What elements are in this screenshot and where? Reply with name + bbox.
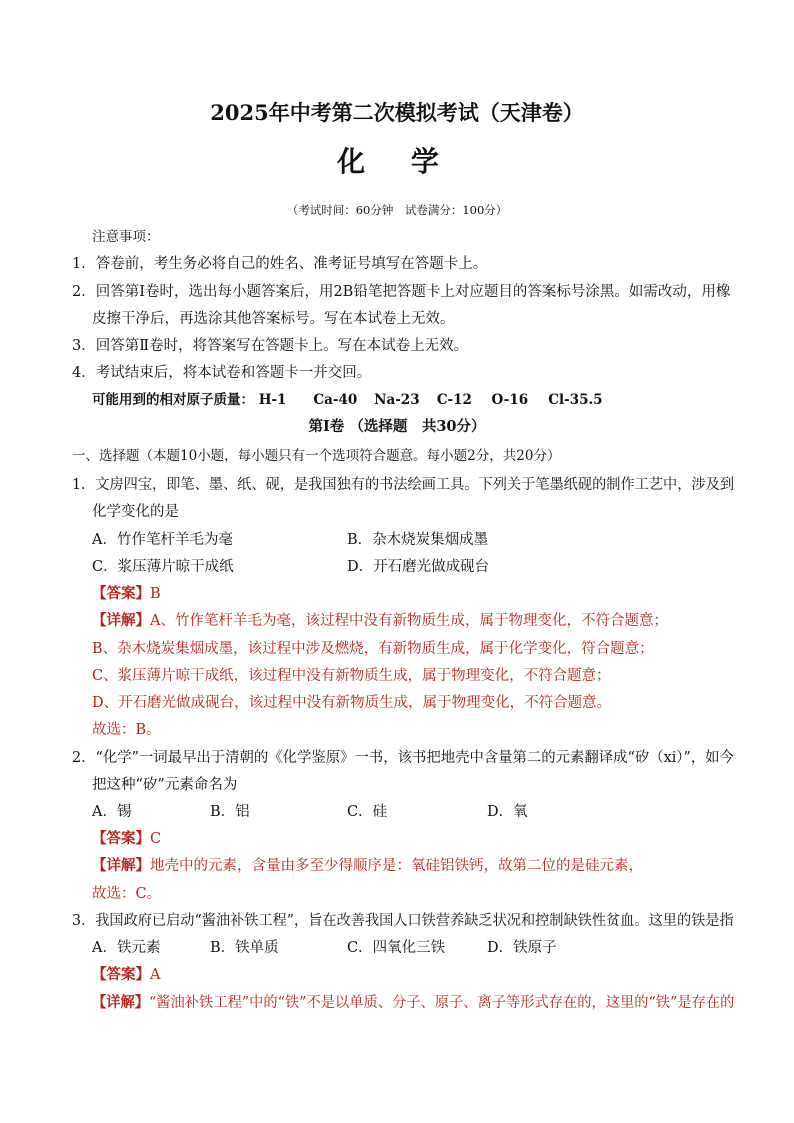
q3-explain-text: “酱油补铁工程”中的“铁”不是以单质、分子、原子、离子等形式存在的，这里的“铁”是存在的 (149, 995, 735, 1011)
q3-option-c: C．四氧化三铁 (347, 940, 446, 956)
q1-explain-d: D、开石磨光做成砚台，该过程中没有新物质生成，属于物理变化，不符合题意。 (92, 695, 612, 711)
q1-stem: 1．文房四宝，即笔、墨、纸、砚，是我国独有的书法绘画工具。下列关于笔墨纸砚的制作工艺中，涉及到 (72, 477, 735, 493)
notice-item-1: 1．答卷前，考生务必将自己的姓名、准考证号填写在答题卡上。 (72, 256, 488, 272)
q1-option-b: B．杂木烧炭集烟成墨 (347, 532, 489, 548)
notice-item-3: 3．回答第Ⅱ卷时，将答案写在答题卡上。写在本试卷上无效。 (72, 338, 469, 354)
q3-option-b: B．铁单质 (210, 940, 279, 956)
q2-explain-text: 地壳中的元素，含量由多至少得顺序是：氧硅铝铁钙，故第二位的是硅元素， (150, 858, 643, 874)
notice-item-2: 2．回答第Ⅰ卷时，选出每小题答案后，用2B铅笔把答题卡上对应题目的答案标号涂黑。如需改动，用橡 (72, 284, 731, 300)
q2-answer (92, 829, 161, 849)
q3-explain (92, 993, 734, 1013)
q2-option-c: C．硅 (347, 804, 388, 820)
q1-answer (92, 584, 161, 604)
q1-explain-a: A、竹作笔杆羊毛为毫，该过程中没有新物质生成，属于物理变化，不符合题意； (150, 613, 668, 629)
q2-conclusion: 故选：C。 (92, 886, 162, 902)
q2-stem-cont: 把这种“矽”元素命名为 (92, 777, 238, 793)
part-heading: 一、选择题（本题10小题，每小题只有一个选项符合题意。每小题2分，共20分） (72, 448, 561, 464)
answer-label: 【答案】 (92, 966, 150, 983)
q3-stem: 3．我国政府已启动“酱油补铁工程”，旨在改善我国人口铁营养缺乏状况和控制缺铁性贫血。这里的铁是指 (72, 913, 734, 929)
atomic-mass-line (92, 390, 603, 410)
explain-label: 【详解】 (92, 857, 150, 874)
q3-option-d: D．铁原子 (487, 940, 557, 956)
q1-option-d: D．开石磨光做成砚台 (347, 559, 490, 575)
atomic-mass-na: Na-23 (374, 392, 420, 408)
notice-heading: 注意事项： (92, 229, 160, 245)
q1-answer-value: B (150, 586, 161, 602)
q3-option-a: A．铁元素 (92, 940, 161, 956)
q2-option-d: D．氧 (487, 804, 528, 820)
q1-explain-c: C、浆压薄片晾干成纸，该过程中没有新物质生成，属于物理变化，不符合题意； (92, 668, 611, 684)
exam-title: 2025年中考第二次模拟考试（天津卷） (210, 100, 584, 125)
q2-stem: 2．“化学”一词最早出于清朝的《化学鉴原》一书，该书把地壳中含量第二的元素翻译成“矽（xi）”，如今 (72, 750, 734, 766)
atomic-mass-cl: Cl-35.5 (548, 392, 603, 408)
subject-title: 化 学 (337, 145, 457, 178)
q1-option-c: C．浆压薄片晾干成纸 (92, 559, 234, 575)
answer-label: 【答案】 (92, 830, 150, 847)
q1-conclusion: 故选：B。 (92, 722, 161, 738)
q1-explain-1 (92, 611, 668, 631)
section-title: 第Ⅰ卷 （选择题 共30分） (308, 418, 486, 435)
q2-option-a: A．锡 (92, 804, 132, 820)
atomic-mass-ca: Ca-40 (313, 392, 358, 408)
q2-option-b: B．铝 (210, 804, 250, 820)
atomic-mass-label: 可能用到的相对原子质量： (92, 392, 254, 408)
q1-explain-b: B、杂木烧炭集烟成墨，该过程中涉及燃烧，有新物质生成，属于化学变化，符合题意； (92, 641, 654, 657)
q3-answer (92, 965, 160, 985)
explain-label: 【详解】 (92, 612, 150, 629)
q2-answer-value: C (150, 831, 162, 847)
atomic-mass-c: C-12 (436, 392, 472, 408)
notice-item-2-cont: 皮擦干净后，再选涂其他答案标号。写在本试卷上无效。 (92, 311, 455, 327)
atomic-mass-h: H-1 (258, 392, 287, 408)
atomic-mass-o: O-16 (491, 392, 529, 408)
q1-option-a: A．竹作笔杆羊毛为毫 (92, 532, 233, 548)
answer-label: 【答案】 (92, 585, 150, 602)
q3-answer-value: A (150, 967, 161, 983)
exam-info: （考试时间：60分钟 试卷满分：100分） (286, 203, 508, 217)
q2-explain (92, 856, 643, 876)
notice-item-4: 4．考试结束后，将本试卷和答题卡一并交回。 (72, 365, 372, 381)
q1-stem-cont: 化学变化的是 (92, 504, 179, 520)
explain-label: 【详解】 (92, 994, 150, 1011)
